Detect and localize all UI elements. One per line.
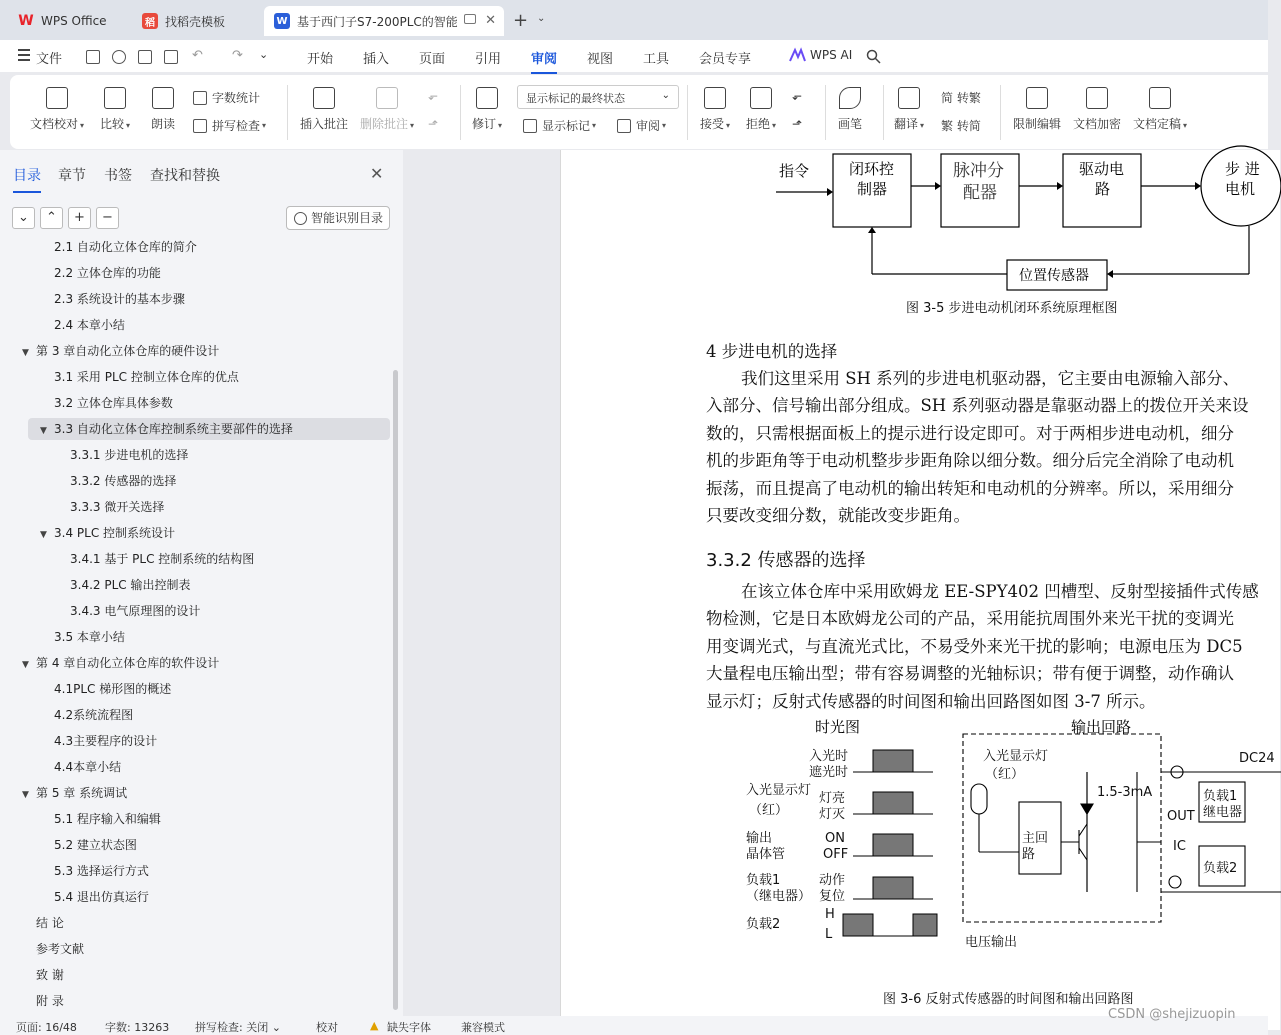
toc-item[interactable] (0, 782, 390, 804)
delete-comment-label: 删除批注 (360, 117, 409, 131)
diagram-label-command: 指令 (779, 162, 810, 180)
ribbon-separator (825, 85, 826, 140)
toc-item-label: 3.4.2 PLC 输出控制表 (70, 578, 191, 592)
toc-item-label: 4.1PLC 梯形图的概述 (54, 682, 172, 696)
document-area (403, 150, 1275, 1016)
toc-item[interactable] (0, 808, 390, 830)
paragraph-title: 4 步进电机的选择 (706, 342, 838, 361)
restrict-edit-button[interactable] (1013, 87, 1061, 132)
show-markup-icon (523, 119, 537, 133)
spell-check-label: 拼写检查 (212, 119, 261, 133)
svg-text:电压输出: 电压输出 (965, 935, 1018, 950)
toc-item-label: 3.3 自动化立体仓库控制系统主要部件的选择 (54, 422, 293, 436)
toc-item-label: 3.4.3 电气原理图的设计 (70, 604, 201, 618)
next-change-icon[interactable]: ⬏ (792, 117, 803, 131)
svg-text:负载1: 负载1 (1203, 789, 1238, 804)
toc-item[interactable] (0, 236, 390, 258)
svg-text:ON: ON (825, 831, 845, 846)
toc-item-label: 5.2 建立状态图 (54, 838, 137, 852)
status-compat-mode: 兼容模式 (461, 1021, 505, 1034)
collapse-all-button[interactable]: ⌄ (12, 207, 35, 229)
toc-item-label: 3.1 采用 PLC 控制立体仓库的优点 (54, 370, 239, 384)
pen-icon (839, 87, 861, 109)
section-heading-3-3-2: 3.3.2 传感器的选择 (706, 550, 866, 571)
restrict-edit-icon (1026, 87, 1048, 109)
svg-text:OFF: OFF (823, 847, 849, 862)
status-page[interactable]: 页面: 16/48 (16, 1021, 77, 1034)
menu-wps-ai[interactable]: WPS AI (810, 48, 853, 62)
paragraph-line: 大量程电压输出型；带有容易调整的光轴标识；带有便于调整，动作确认 (706, 664, 1234, 684)
add-toc-item-button[interactable]: + (68, 207, 91, 229)
word-count-label: 字数统计 (212, 91, 261, 105)
expand-triangle-icon[interactable]: ▼ (40, 426, 47, 436)
read-aloud-label: 朗读 (151, 117, 176, 131)
tab-bar (0, 0, 1268, 40)
toc-list (0, 242, 392, 1012)
status-spell-check[interactable]: 拼写检查: 关闭 ⌄ (195, 1021, 281, 1034)
status-proofread[interactable]: 校对 (316, 1021, 338, 1034)
monitor-icon[interactable] (464, 14, 476, 24)
word-count-button[interactable] (193, 89, 260, 106)
toc-item[interactable] (0, 964, 390, 986)
insert-comment-icon (313, 87, 335, 109)
smart-toc-button[interactable]: 智能识别目录 (286, 206, 390, 230)
finalize-icon (1149, 87, 1171, 109)
svg-text:负载2: 负载2 (746, 917, 781, 932)
toc-item[interactable] (0, 392, 390, 414)
revise-icon (476, 87, 498, 109)
svg-text:复位: 复位 (819, 889, 846, 904)
menu-member[interactable]: 会员专享 (699, 52, 752, 67)
toc-item[interactable] (0, 834, 390, 856)
ribbon-separator (287, 85, 288, 140)
toc-item-label: 3.4.1 基于 PLC 控制系统的结构图 (70, 552, 255, 566)
menu-page[interactable]: 页面 (419, 52, 446, 67)
warning-icon: ▲ (370, 1019, 379, 1032)
docer-icon: 稻 (142, 13, 158, 29)
compare-label: 比较 (100, 117, 125, 131)
panel-tab-toc[interactable]: 目录 (13, 165, 41, 185)
svg-text:入光时: 入光时 (809, 749, 849, 764)
encrypt-label: 文档加密 (1073, 117, 1122, 131)
timing-chart-title: 时光图 (815, 718, 861, 736)
toc-item[interactable] (0, 314, 390, 336)
figure-3-6-diagram (741, 712, 1281, 982)
paragraph-line: 在该立体仓库中采用欧姆龙 EE-SPY402 凹槽型、反射型接插件式传感 (741, 582, 1259, 601)
toc-item-label: 第 5 章 系统调试 (36, 786, 128, 800)
toc-item-label: 5.1 程序输入和编辑 (54, 812, 161, 826)
status-word-count[interactable]: 字数: 13263 (105, 1021, 170, 1034)
toc-item-label: 第 4 章自动化立体仓库的软件设计 (36, 656, 220, 670)
menu-review[interactable]: 审阅 (531, 48, 557, 67)
toc-item-label: 致 谢 (36, 968, 64, 982)
word-count-icon (193, 91, 207, 105)
status-spell-label: 拼写检查: 关闭 (195, 1021, 269, 1034)
svg-text:电机: 电机 (1225, 180, 1256, 198)
remove-toc-item-button[interactable]: − (96, 207, 119, 229)
prev-change-icon[interactable]: ⬐ (792, 89, 803, 103)
toc-item-label: 5.3 选择运行方式 (54, 864, 149, 878)
print-icon[interactable] (138, 50, 152, 64)
toc-item-label: 3.5 本章小结 (54, 630, 125, 644)
paragraph-line: 数的，只需根据面板上的提示进行设定即可。对于两相步进电动机，细分 (706, 423, 1234, 443)
toc-item-label: 3.2 立体仓库具体参数 (54, 396, 173, 410)
svg-text:脉冲分: 脉冲分 (953, 161, 1004, 181)
insert-comment-button[interactable] (300, 87, 348, 132)
paragraph-line: 入部分、信号输出部分组成。SH 系列驱动器是靠驱动器上的拨位开关来设 (706, 396, 1249, 416)
spell-check-button[interactable]: 拼写检查 ▾ (193, 117, 266, 134)
accept-label: 接受 (700, 117, 725, 131)
tab-label: WPS Office (41, 14, 107, 28)
revise-button[interactable]: 修订 ▾ (472, 87, 502, 132)
restrict-edit-label: 限制编辑 (1013, 117, 1062, 131)
toc-item[interactable] (0, 470, 390, 492)
toc-item[interactable] (0, 366, 390, 388)
compare-icon (104, 87, 126, 109)
chevron-down-icon: ⌄ (661, 90, 670, 101)
figure-3-6-caption: 图 3-6 反射式传感器的时间图和输出回路图 (883, 992, 1134, 1007)
document-page (560, 150, 1280, 1030)
paragraph-line: 用变调光式，与直流光式比，不易受外来光干扰的影响；电源电压为 DC5 (706, 636, 1243, 656)
svg-text:IC: IC (1173, 839, 1186, 854)
svg-text:1.5-3mA: 1.5-3mA (1097, 785, 1153, 800)
svg-text:动作: 动作 (819, 873, 846, 888)
new-tab-icon[interactable]: + (513, 10, 529, 31)
svg-text:路: 路 (1095, 180, 1111, 198)
expand-triangle-icon[interactable]: ▼ (22, 348, 29, 358)
finalize-button[interactable]: 文档定稿 ▾ (1133, 87, 1187, 132)
menu-reference[interactable]: 引用 (475, 52, 502, 67)
toc-item[interactable] (0, 522, 390, 544)
tab-label: 找稻壳模板 (165, 14, 226, 29)
svg-text:驱动电: 驱动电 (1079, 160, 1125, 178)
toc-item-label: 2.1 自动化立体仓库的简介 (54, 240, 197, 254)
tab-wps-office[interactable] (8, 6, 124, 36)
to-simplified-label: 繁 转简 (941, 119, 981, 133)
redo-icon[interactable]: ↷ (232, 48, 243, 63)
svg-text:晶体管: 晶体管 (746, 847, 786, 862)
lock-doc-icon (1086, 87, 1108, 109)
wps-ai-logo-icon (790, 49, 805, 62)
read-aloud-button[interactable] (151, 87, 175, 132)
finalize-label: 文档定稿 (1133, 117, 1182, 131)
to-traditional-button[interactable] (941, 89, 981, 106)
doc-check-icon (46, 87, 68, 109)
toc-item[interactable] (0, 574, 390, 596)
pen-button[interactable] (838, 87, 862, 132)
toc-item-label: 2.3 系统设计的基本步骤 (54, 292, 185, 306)
toc-item[interactable] (0, 912, 390, 934)
svg-text:闭环控: 闭环控 (849, 160, 895, 178)
diagram-label-sensor: 位置传感器 (1019, 268, 1089, 284)
menu-file[interactable]: 文件 (36, 52, 63, 67)
translate-icon (898, 87, 920, 109)
reject-label: 拒绝 (746, 117, 771, 131)
status-missing-font[interactable]: 缺失字体 (387, 1021, 431, 1034)
word-doc-icon: W (274, 13, 290, 29)
svg-text:入光显示灯: 入光显示灯 (983, 749, 1049, 764)
accept-button[interactable]: 接受 ▾ (700, 87, 730, 132)
toc-item[interactable] (0, 340, 390, 362)
paragraph-line: 物检测，它是日本欧姆龙公司的产品，采用能抗周围外来光干扰的变调光 (706, 609, 1234, 629)
spell-check-icon (193, 119, 207, 133)
prev-comment-icon[interactable]: ⬐ (428, 89, 439, 103)
svg-text:制器: 制器 (857, 180, 888, 198)
chevron-down-icon[interactable]: ⌄ (537, 13, 546, 24)
svg-text:负载2: 负载2 (1203, 861, 1238, 876)
toc-item[interactable] (0, 860, 390, 882)
toc-item[interactable] (0, 678, 390, 700)
toc-item[interactable] (0, 730, 390, 752)
panel-scrollbar[interactable] (393, 370, 398, 1010)
svg-text:遮光时: 遮光时 (809, 765, 849, 780)
revise-label: 修订 (472, 117, 497, 131)
translate-label: 翻译 (894, 117, 919, 131)
ribbon-separator (687, 85, 688, 140)
review-pane-button[interactable]: 审阅 ▾ (617, 117, 666, 134)
svg-text:DC24: DC24 (1239, 751, 1275, 766)
toc-item-label: 5.4 退出仿真运行 (54, 890, 149, 904)
translate-button[interactable]: 翻译 ▾ (894, 87, 924, 132)
tab-document[interactable] (264, 6, 504, 36)
svg-text:负载1: 负载1 (746, 873, 781, 888)
insert-comment-label: 插入批注 (300, 117, 349, 131)
toc-item[interactable] (0, 886, 390, 908)
toc-item-label: 4.2系统流程图 (54, 708, 134, 722)
svg-text:主回: 主回 (1022, 831, 1049, 846)
doc-check-button[interactable]: 文档校对 ▾ (30, 87, 84, 132)
toc-item-label: 参考文献 (36, 942, 85, 956)
delete-comment-button[interactable]: 删除批注 ▾ (360, 87, 414, 132)
menu-insert[interactable]: 插入 (363, 52, 390, 67)
close-panel-icon[interactable]: ✕ (370, 164, 384, 183)
svg-text:步 进: 步 进 (1225, 160, 1260, 178)
toc-item[interactable] (0, 600, 390, 622)
print-preview-icon[interactable] (164, 50, 178, 64)
ribbon-separator (1000, 85, 1001, 140)
undo-icon[interactable]: ↶ (192, 48, 203, 63)
figure-3-5-diagram (761, 150, 1281, 310)
svg-text:配器: 配器 (963, 183, 997, 203)
tab-label: 基于西门子S7-200PLC的智能 (297, 14, 458, 29)
toc-item[interactable] (0, 652, 390, 674)
menu-start[interactable]: 开始 (307, 52, 334, 67)
review-pane-icon (617, 119, 631, 133)
navigation-panel (0, 150, 403, 1016)
panel-tab-bookmarks[interactable]: 书签 (104, 168, 132, 184)
toc-item-label: 2.4 本章小结 (54, 318, 125, 332)
hamburger-menu-icon[interactable] (18, 49, 30, 61)
toc-item-label: 2.2 立体仓库的功能 (54, 266, 161, 280)
toc-item-label: 3.3.1 步进电机的选择 (70, 448, 189, 462)
toc-item[interactable] (0, 626, 390, 648)
expand-triangle-icon[interactable]: ▼ (22, 660, 29, 670)
status-bar (0, 1016, 1268, 1035)
ribbon-separator (460, 85, 461, 140)
toc-item[interactable] (0, 756, 390, 778)
toc-item[interactable] (0, 704, 390, 726)
review-ribbon (10, 75, 1268, 149)
close-tab-icon[interactable]: ✕ (485, 13, 496, 28)
svg-text:灯灭: 灯灭 (819, 807, 846, 822)
share-icon[interactable] (112, 50, 126, 64)
expand-triangle-icon[interactable]: ▼ (40, 530, 47, 540)
reject-icon (750, 87, 772, 109)
to-traditional-label: 简 转繁 (941, 91, 981, 105)
svg-text:（继电器）: （继电器） (746, 889, 812, 904)
toc-item[interactable] (28, 418, 390, 440)
panel-tab-find-replace[interactable]: 查找和替换 (150, 168, 220, 184)
toc-item-label: 3.3.2 传感器的选择 (70, 474, 177, 488)
toc-item-label: 4.3主要程序的设计 (54, 734, 158, 748)
svg-text:H: H (825, 907, 835, 922)
compare-button[interactable]: 比较 ▾ (100, 87, 130, 132)
paragraph-line: 振荡，而且提高了电动机的输出转矩和电动机的分辨率。所以，采用细分 (706, 478, 1234, 498)
menu-view[interactable]: 视图 (587, 52, 614, 67)
svg-text:入光显示灯: 入光显示灯 (746, 783, 812, 798)
svg-text:路: 路 (1022, 847, 1036, 862)
markup-state-select[interactable] (517, 85, 679, 109)
toc-item-label: 4.4本章小结 (54, 760, 122, 774)
quick-access-dropdown-icon[interactable]: ⌄ (259, 48, 269, 61)
svg-text:继电器: 继电器 (1203, 805, 1243, 820)
doc-check-label: 文档校对 (30, 117, 79, 131)
figure-3-5-caption: 图 3-5 步进电动机闭环系统原理框图 (906, 301, 1118, 316)
svg-text:L: L (825, 927, 833, 942)
toc-item-label: 3.4 PLC 控制系统设计 (54, 526, 176, 540)
reject-button[interactable]: 拒绝 ▾ (746, 87, 776, 132)
toc-item-label: 结 论 (36, 916, 64, 930)
svg-text:（红）: （红） (985, 767, 1025, 782)
expand-up-button[interactable]: ⌃ (40, 207, 63, 229)
circuit-title: 输出回路 (1071, 718, 1132, 736)
svg-text:灯亮: 灯亮 (819, 791, 846, 806)
paragraph-line: 我们这里采用 SH 系列的步进电机驱动器，它主要由电源输入部分、 (741, 369, 1240, 388)
show-markup-label: 显示标记 (542, 119, 591, 133)
next-comment-icon[interactable]: ⬏ (428, 117, 439, 131)
svg-text:OUT: OUT (1167, 809, 1195, 824)
toc-item[interactable] (0, 496, 390, 518)
svg-text:输出: 输出 (746, 831, 773, 846)
toc-item[interactable] (0, 548, 390, 570)
toc-item-label: 第 3 章自动化立体仓库的硬件设计 (36, 344, 220, 358)
toc-item[interactable] (0, 938, 390, 960)
toc-item[interactable] (0, 990, 390, 1012)
tab-docer[interactable] (132, 6, 260, 36)
paragraph-line: 机的步距角等于电动机整步步距角除以细分数。细分后完全消除了电动机 (706, 451, 1234, 471)
toc-item[interactable] (0, 288, 390, 310)
show-markup-button[interactable]: 显示标记 ▾ (523, 117, 596, 134)
pen-label: 画笔 (838, 117, 863, 131)
review-pane-label: 审阅 (636, 119, 661, 133)
toc-item[interactable] (0, 262, 390, 284)
menu-tools[interactable]: 工具 (643, 52, 670, 67)
toc-item-label: 附 录 (36, 994, 64, 1008)
wps-logo-icon: W (18, 13, 34, 29)
read-aloud-icon (152, 87, 174, 109)
watermark: CSDN @shejizuopin (1108, 1007, 1236, 1022)
save-icon[interactable] (86, 50, 100, 64)
delete-comment-icon (376, 87, 398, 109)
menu-bar (0, 40, 1268, 72)
encrypt-button[interactable] (1073, 87, 1121, 132)
paragraph-line: 显示灯；反射式传感器的时间图和输出回路图如图 3-7 所示。 (706, 691, 1156, 711)
toc-item-label: 3.3.3 微开关选择 (70, 500, 165, 514)
panel-tab-chapters[interactable]: 章节 (58, 168, 86, 184)
ribbon-separator (883, 85, 884, 140)
accept-icon (704, 87, 726, 109)
search-icon[interactable] (866, 49, 881, 64)
markup-state-value: 显示标记的最终状态 (526, 92, 625, 105)
paragraph-line: 只要改变细分数，就能改变步距角。 (706, 506, 970, 525)
svg-text:（红）: （红） (749, 803, 789, 818)
toc-item[interactable] (0, 444, 390, 466)
expand-triangle-icon[interactable]: ▼ (22, 790, 29, 800)
to-simplified-button[interactable] (941, 117, 981, 134)
